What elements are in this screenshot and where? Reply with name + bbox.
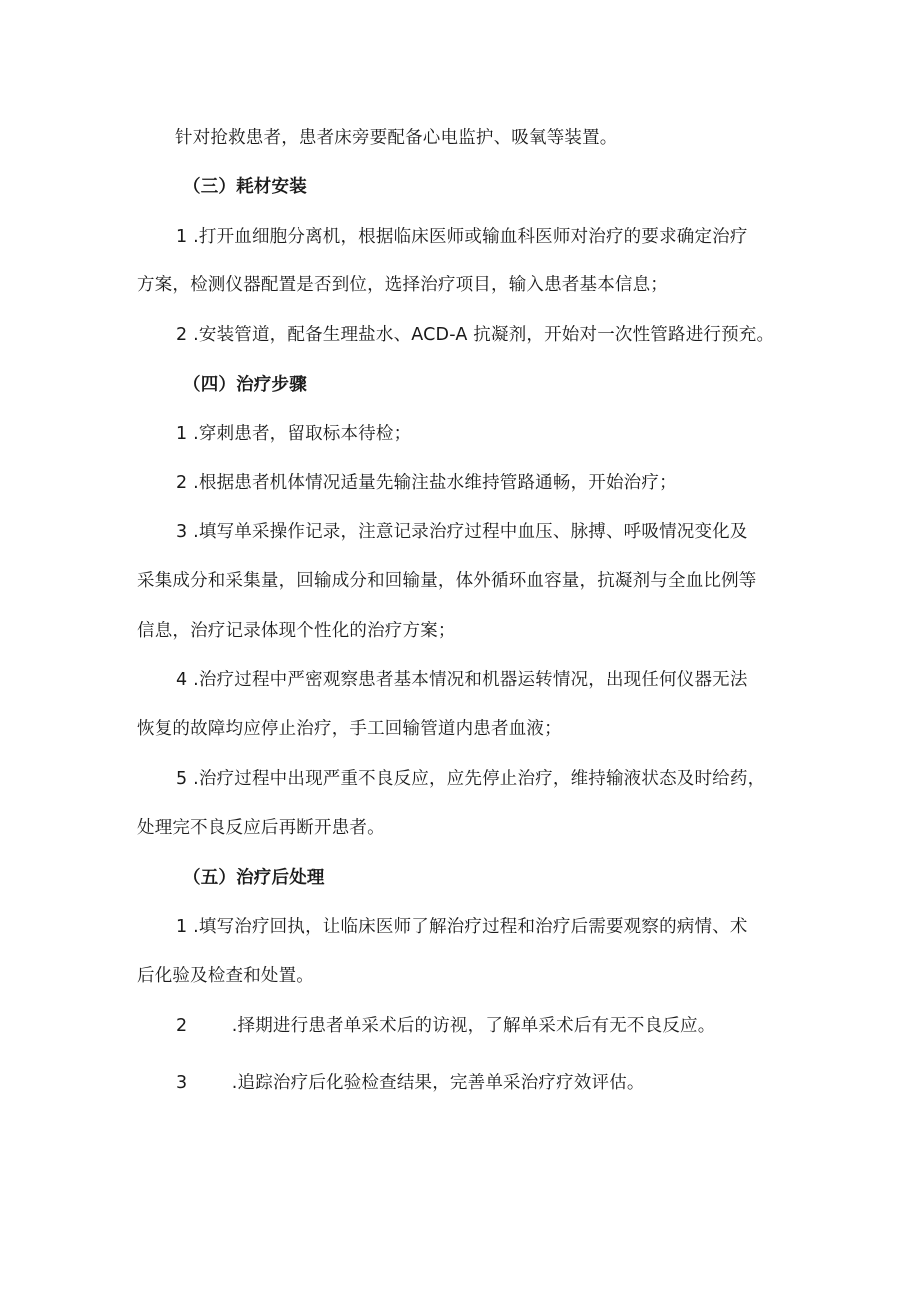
list-item-number: 4 — [176, 670, 188, 690]
list-item-text: .安装管道，配备生理盐水、ACD-A 抗凝剂，开始对一次性管路进行预充。 — [193, 325, 775, 345]
list-item-text: .治疗过程中出现严重不良反应，应先停止治疗，维持输液状态及时给药， — [193, 769, 766, 789]
list-item-number: 1 — [176, 424, 188, 444]
list-item-number: 1 — [176, 917, 188, 937]
list-item-line — [176, 323, 774, 347]
list-item-text: .治疗过程中严密观察患者基本情况和机器运转情况，出现任何仪器无法 — [193, 670, 748, 690]
list-item-line — [176, 915, 748, 939]
list-item-text: .穿刺患者，留取标本待检； — [193, 424, 412, 444]
list-item-line — [176, 668, 748, 692]
section-heading-consumables: （三）耗材安装 — [183, 177, 307, 197]
intro-line: 针对抢救患者，患者床旁要配备心电监护、吸氧等装置。 — [175, 128, 618, 148]
list-item-continuation: 恢复的故障均应停止治疗，手工回输管道内患者血液； — [137, 719, 562, 739]
list-item-text: .择期进行患者单采术后的访视，了解单采术后有无不良反应。 — [231, 1016, 716, 1036]
list-item-number: 2 — [176, 325, 188, 345]
list-item-line — [176, 471, 677, 495]
list-item-continuation: 后化验及检查和处置。 — [137, 966, 314, 986]
list-item-line — [176, 1071, 645, 1095]
list-item-number: 3 — [176, 522, 188, 542]
list-item-line — [176, 422, 411, 446]
list-item-line — [176, 520, 748, 544]
list-item-text: .打开血细胞分离机，根据临床医师或输血科医师对治疗的要求确定治疗 — [193, 227, 748, 247]
section-heading-treatment-steps: （四）治疗步骤 — [183, 375, 307, 395]
list-item-text: .填写治疗回执，让临床医师了解治疗过程和治疗后需要观察的病情、术 — [193, 917, 748, 937]
list-item-number: 2 — [176, 473, 188, 493]
list-item-text: .追踪治疗后化验检查结果，完善单采治疗疗效评估。 — [231, 1073, 645, 1093]
list-item-continuation: 处理完不良反应后再断开患者。 — [137, 818, 385, 838]
list-item-continuation: 方案，检测仪器配置是否到位，选择治疗项目，输入患者基本信息； — [137, 275, 668, 295]
list-item-continuation: 信息，治疗记录体现个性化的治疗方案； — [137, 621, 456, 641]
list-item-continuation: 采集成分和采集量，回输成分和回输量，体外循环血容量，抗凝剂与全血比例等 — [137, 571, 757, 591]
list-item-line — [176, 225, 748, 249]
list-item-line — [176, 767, 765, 791]
section-heading-post-treatment: （五）治疗后处理 — [183, 868, 325, 888]
list-item-text: .根据患者机体情况适量先输注盐水维持管路通畅，开始治疗； — [193, 473, 677, 493]
list-item-number: 5 — [176, 769, 188, 789]
list-item-number: 1 — [176, 227, 188, 247]
list-item-text: .填写单采操作记录，注意记录治疗过程中血压、脉搏、呼吸情况变化及 — [193, 522, 748, 542]
list-item-line — [176, 1014, 715, 1038]
list-item-number: 3 — [176, 1073, 188, 1093]
list-item-number: 2 — [176, 1016, 188, 1036]
